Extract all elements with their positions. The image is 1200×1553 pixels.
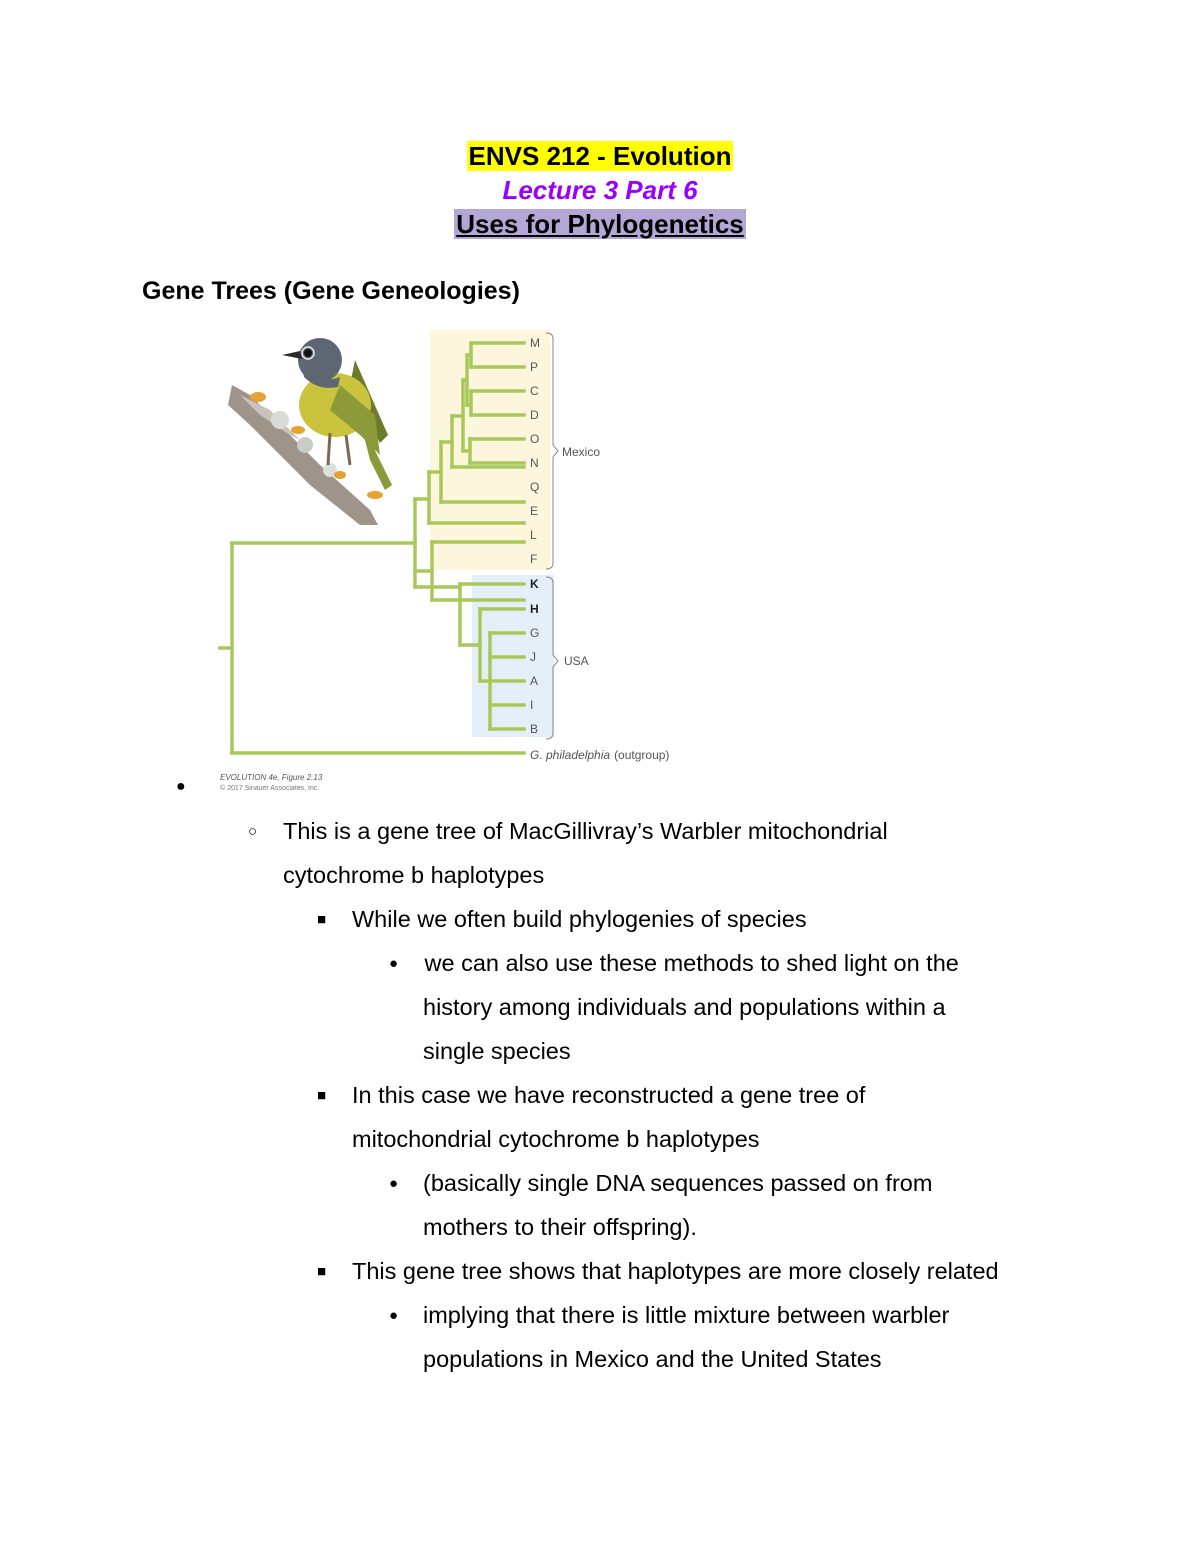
outgroup-suffix: (outgroup) (614, 748, 670, 762)
lecture-title: Lecture 3 Part 6 (502, 175, 698, 205)
tip-label: B (530, 722, 539, 736)
topic-title-text: Uses for Phylogenetics (456, 209, 744, 239)
tip-label: H (530, 602, 539, 616)
tip-label: C (530, 384, 539, 398)
topic-title (0, 209, 1200, 240)
outgroup-label (530, 748, 669, 762)
bullet-level3: ■ (317, 1263, 327, 1280)
bullet-level4: ● (389, 955, 399, 972)
group-label-usa: USA (564, 654, 589, 668)
gene-tree-line1: This is a gene tree of MacGillivray’s Warbler mitochondrial (283, 818, 888, 844)
outgroup-species: G. philadelphia (530, 748, 611, 762)
tip-label: O (530, 432, 540, 446)
gene-tree-line2: cytochrome b haplotypes (283, 862, 545, 888)
tip-label: E (530, 504, 539, 518)
tip-label: I (530, 698, 534, 712)
bullet-level3: ■ (317, 911, 327, 928)
tip-label: Q (530, 480, 540, 494)
shows-related-text: This gene tree shows that haplotypes are more closely related (352, 1258, 999, 1284)
tip-label: G (530, 626, 540, 640)
bullet-level1: ● (176, 778, 186, 795)
course-title-text: ENVS 212 - Evolution (468, 141, 732, 171)
species-phylo-text: While we often build phylogenies of species (352, 906, 807, 932)
tip-label: L (530, 528, 537, 542)
tip-label: J (530, 650, 536, 664)
dna-line1: (basically single DNA sequences passed on from (423, 1170, 933, 1196)
figure-credit-copyright: © 2017 Sinauer Associates, Inc. (220, 785, 320, 792)
methods-line3: single species (423, 1038, 571, 1064)
tip-label: N (530, 456, 539, 470)
bullet-level4: ● (389, 1175, 399, 1192)
tip-label: M (530, 336, 540, 350)
bullet-level3: ■ (317, 1087, 327, 1104)
mixture-line1: implying that there is little mixture between warbler (423, 1302, 950, 1328)
tip-label: F (530, 552, 538, 566)
course-title (0, 141, 1200, 172)
gene-tree-figure (210, 325, 710, 800)
tip-label: A (530, 674, 539, 688)
tip-label: D (530, 408, 539, 422)
bullet-level2: ○ (248, 823, 258, 840)
tip-label: K (530, 577, 539, 591)
reconstructed-line1: In this case we have reconstructed a gene tree of (352, 1082, 866, 1108)
section-heading: Gene Trees (Gene Geneologies) (142, 277, 520, 305)
mixture-line2: populations in Mexico and the United States (423, 1346, 882, 1372)
bullet-level4: ● (389, 1307, 399, 1324)
dna-line2: mothers to their offspring). (423, 1214, 697, 1240)
warbler-illustration (228, 338, 392, 525)
methods-line1: we can also use these methods to shed light on the (418, 950, 959, 976)
group-label-mexico: Mexico (562, 445, 601, 459)
methods-line2: history among individuals and populations within a (423, 994, 946, 1020)
tip-label: P (530, 360, 539, 374)
figure-credit-title: EVOLUTION 4e, Figure 2.13 (220, 773, 323, 782)
reconstructed-line2: mitochondrial cytochrome b haplotypes (352, 1126, 760, 1152)
